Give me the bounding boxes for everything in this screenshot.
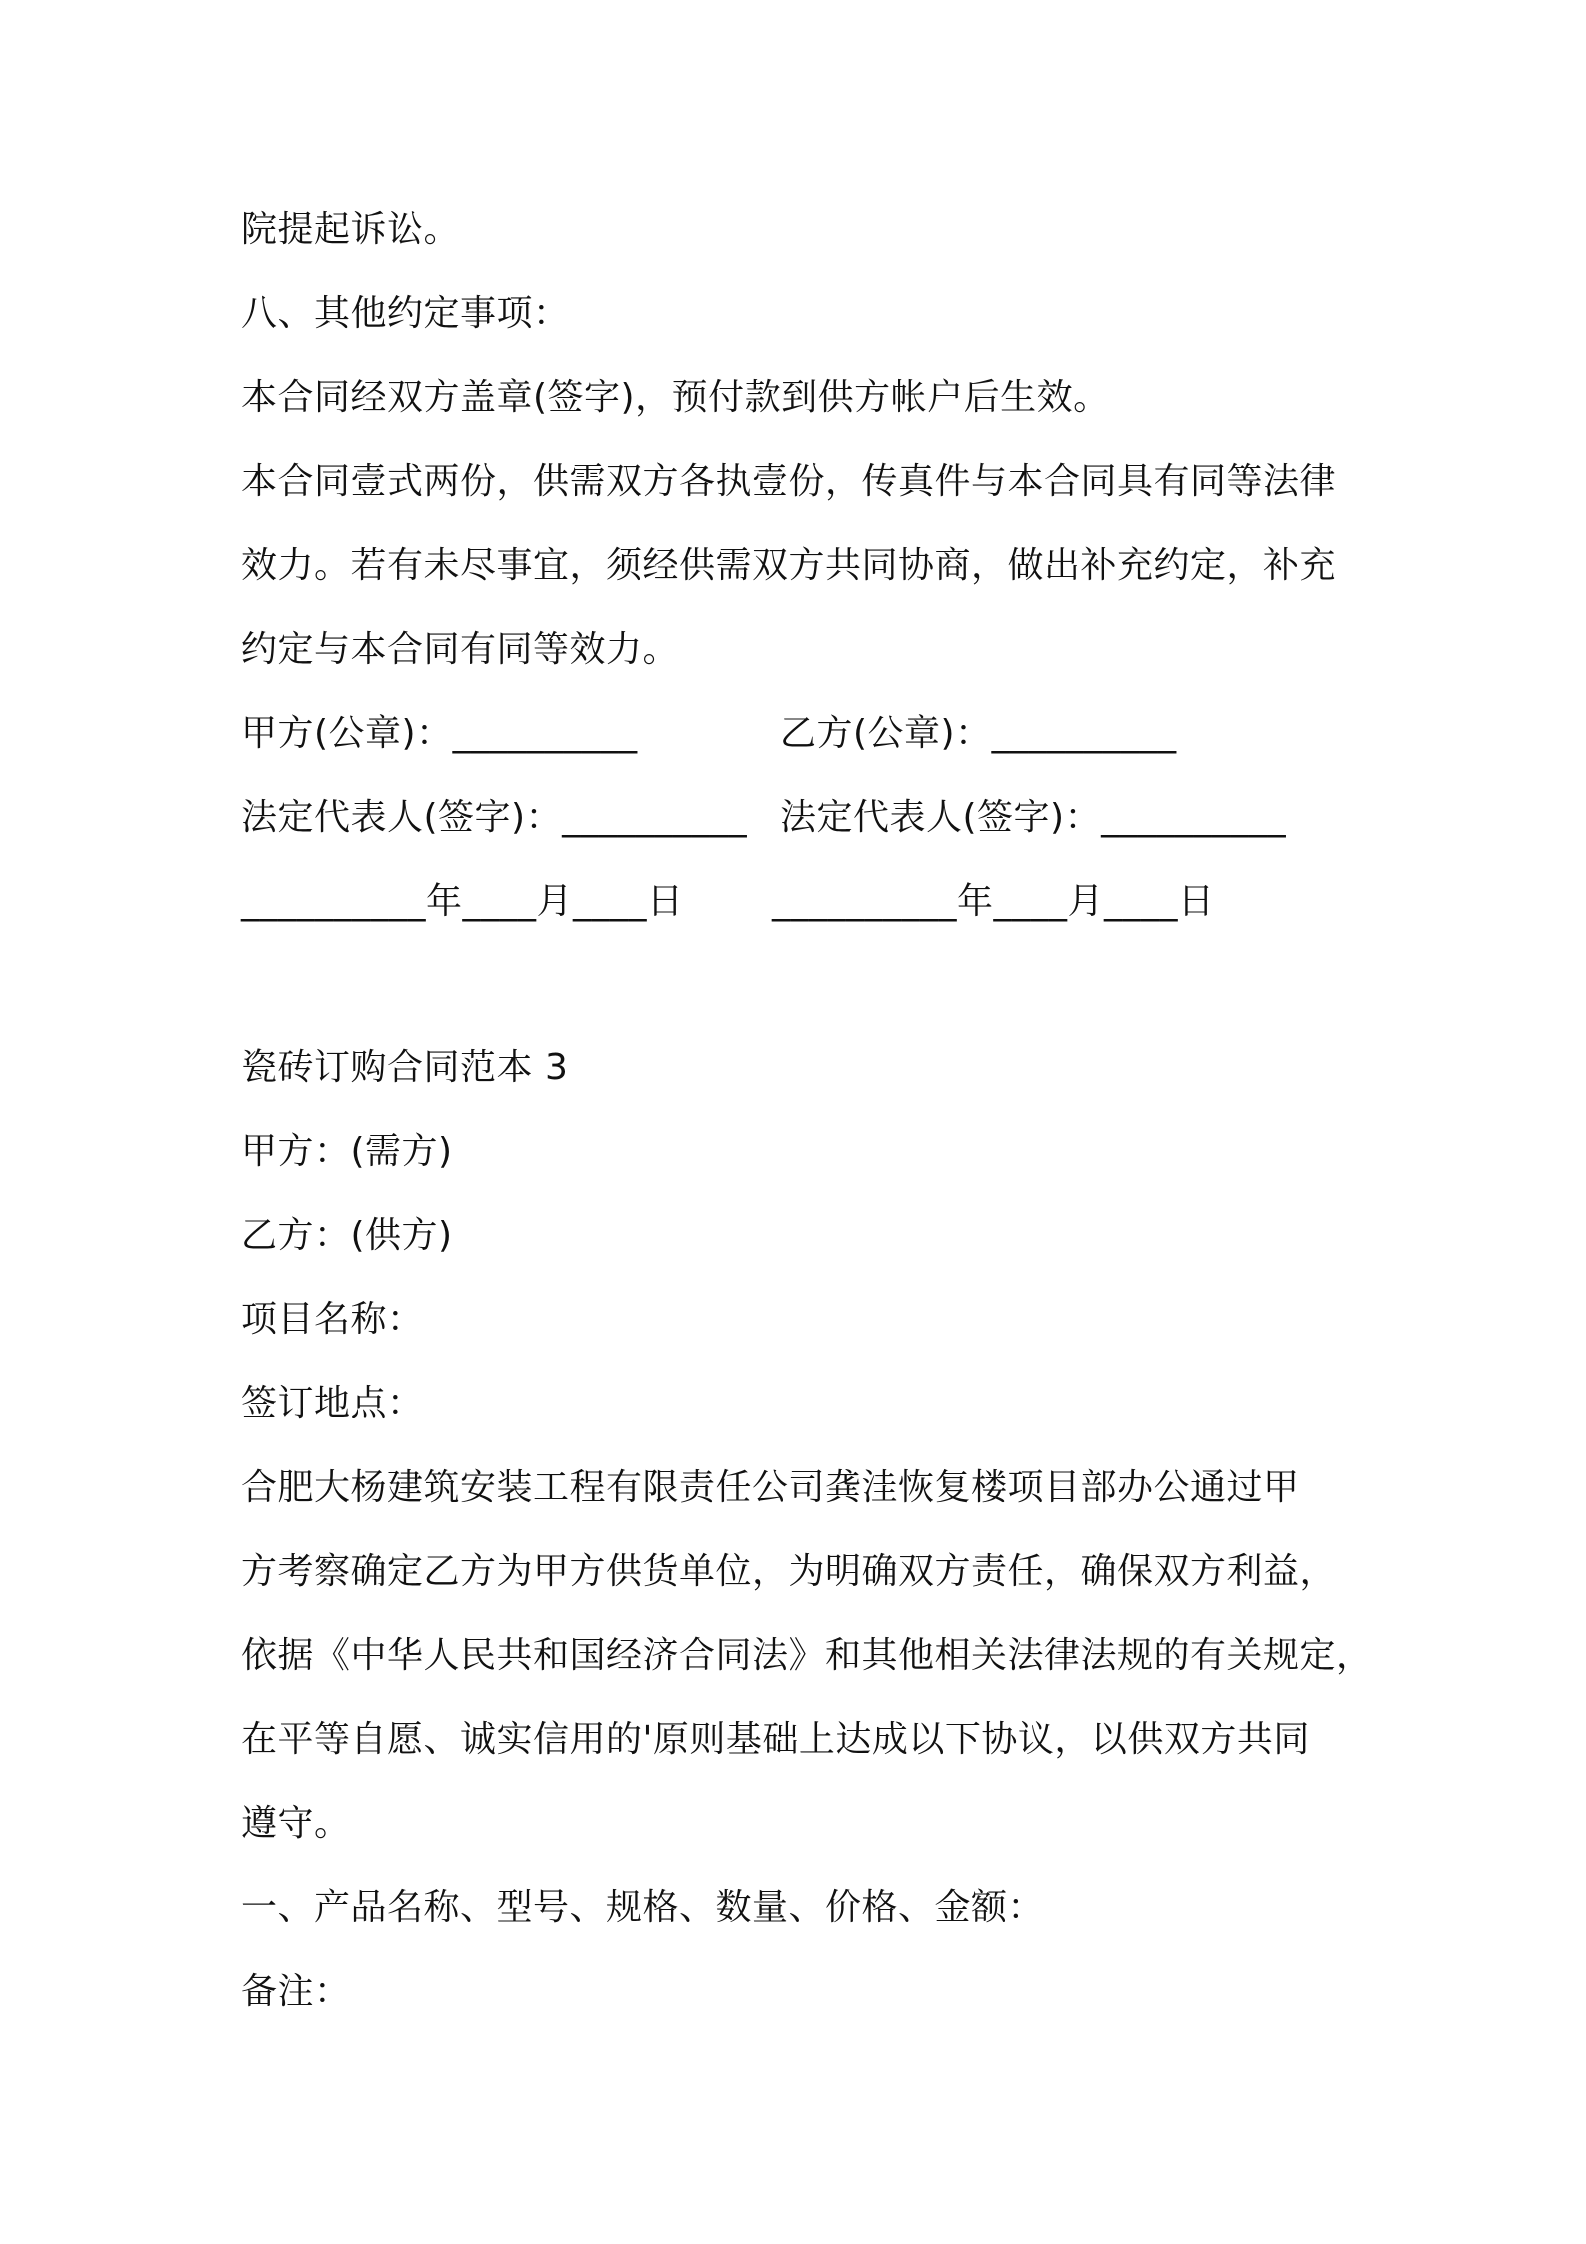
clause-copies-line-3: 约定与本合同有同等效力。 xyxy=(241,629,680,670)
section-heading-other-terms: 八、其他约定事项： xyxy=(241,293,570,334)
clause-copies-line-2: 效力。若有未尽事宜，须经供需双方共同协商，做出补充约定，补充 xyxy=(241,545,1337,586)
signing-place-label: 签订地点： xyxy=(241,1383,424,1424)
intro-line-1: 合肥大杨建筑安装工程有限责任公司龚洼恢复楼项目部办公通过甲 xyxy=(241,1467,1300,1508)
remarks-label: 备注： xyxy=(241,1971,351,2012)
intro-line-3: 依据《中华人民共和国经济合同法》和其他相关法律法规的有关规定， xyxy=(241,1635,1373,1676)
intro-line-5: 遵守。 xyxy=(241,1803,351,1844)
intro-line-4: 在平等自愿、诚实信用的'原则基础上达成以下协议，以供双方共同 xyxy=(241,1719,1310,1760)
party-a-date-field: __________年____月____日 xyxy=(241,881,684,922)
party-a-seal-field: 甲方(公章)：__________ xyxy=(241,713,638,754)
party-b-seal-field: 乙方(公章)：__________ xyxy=(780,713,1177,754)
section-heading-products: 一、产品名称、型号、规格、数量、价格、金额： xyxy=(241,1887,1045,1928)
party-b-representative-field: 法定代表人(签字)：__________ xyxy=(780,797,1287,838)
paragraph-continuation: 院提起诉讼。 xyxy=(241,209,461,250)
party-a-representative-field: 法定代表人(签字)：__________ xyxy=(241,797,748,838)
clause-copies-line-1: 本合同壹式两份，供需双方各执壹份，传真件与本合同具有同等法律 xyxy=(241,461,1337,502)
contract-title: 瓷砖订购合同范本 3 xyxy=(241,1047,569,1088)
party-a-label: 甲方：(需方) xyxy=(241,1131,453,1172)
project-name-label: 项目名称： xyxy=(241,1299,424,1340)
party-b-label: 乙方：(供方) xyxy=(241,1215,453,1256)
intro-line-2: 方考察确定乙方为甲方供货单位，为明确双方责任，确保双方利益， xyxy=(241,1551,1337,1592)
clause-effectiveness: 本合同经双方盖章(签字)，预付款到供方帐户后生效。 xyxy=(241,377,1110,418)
party-b-date-field: __________年____月____日 xyxy=(772,881,1215,922)
